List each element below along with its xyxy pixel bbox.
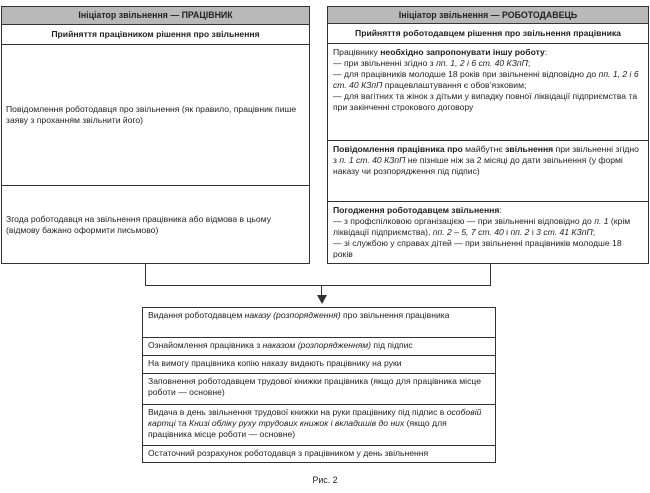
order-issuance-step: Видання роботодавцем наказу (розпорядження) про звільнення працівника: [143, 308, 495, 338]
dismissal-approval-step: Погодження роботодавцем звільнення: — з профспілковою організацією — при звільненні відповідно до п. 1 (крім ліквідації підприємства), пп. 2 – 5, 7 ст. 40 і пп. 2 і 3 ст. 41 КЗпП; — зі службою у справах дітей — при звільненні працівників молодше 18 років: [333, 205, 631, 260]
dismissal-procedure-box: [142, 307, 496, 463]
arrow-down-icon: [317, 295, 327, 304]
employee-column-header: Ініціатор звільнення — ПРАЦІВНИК: [2, 7, 309, 25]
employee-notice-step: Повідомлення роботодавця про звільнення (як правило, працівник пише заяву з проханням звільнити його): [2, 45, 309, 186]
figure-caption: Рис. 2: [312, 475, 338, 485]
joining-connector-line: [145, 285, 491, 286]
employee-decision-step: Прийняття працівником рішення про звільнення: [2, 25, 309, 45]
right-connector-line: [490, 264, 491, 286]
workbook-filling-step: Заповнення роботодавцем трудової книжки працівника (якщо для працівника місце роботи — основне): [143, 374, 495, 405]
employer-initiator-column: [327, 6, 649, 264]
order-acknowledgement-step: Ознайомлення працівника з наказом (розпорядженням) під підпис: [143, 338, 495, 356]
employer-column-header: Ініціатор звільнення — РОБОТОДАВЕЦЬ: [328, 7, 648, 24]
offer-other-work-step: Працівнику необхідно запропонувати іншу роботу: — при звільненні згідно з пп. 1, 2 і 6 ст. 40 КЗпП; — для працівників молодше 18 років при звільненні відповідно до пп. 1, 2 і 6 ст. 40 КЗпП працевлаштування є обов’язковим; — для вагітних та жінок з дітьми у випадку повної ліквідації підприємства та при закінченні строкового договору: [328, 44, 648, 141]
order-copy-step: На вимогу працівника копію наказу видають працівнику на руки: [143, 356, 495, 374]
notify-employee-step: Повідомлення працівника про майбутнє звільнення при звільненні згідно з п. 1 ст. 40 КЗпП не пізніше ніж за 2 місяці до дати звільнення (у формі наказу чи розпорядження під підпис): [328, 141, 648, 202]
employee-initiator-column: [1, 6, 310, 264]
left-connector-line: [145, 264, 146, 286]
employer-consent-step: Згода роботодавця на звільнення працівника або відмова в цьому (відмову бажано оформити письмово): [6, 213, 271, 235]
employer-decision-step: Прийняття роботодавцем рішення про звільнення працівника: [328, 24, 648, 43]
final-settlement-step: Остаточний розрахунок роботодавця з працівником у день звільнення: [148, 448, 429, 458]
workbook-handover-step: Видача в день звільнення трудової книжки на руки працівнику під підпис в особовій картці та Книзі обліку руху трудових книжок і вкладишів до них (якщо для працівника місце роботи — основне): [143, 405, 495, 446]
